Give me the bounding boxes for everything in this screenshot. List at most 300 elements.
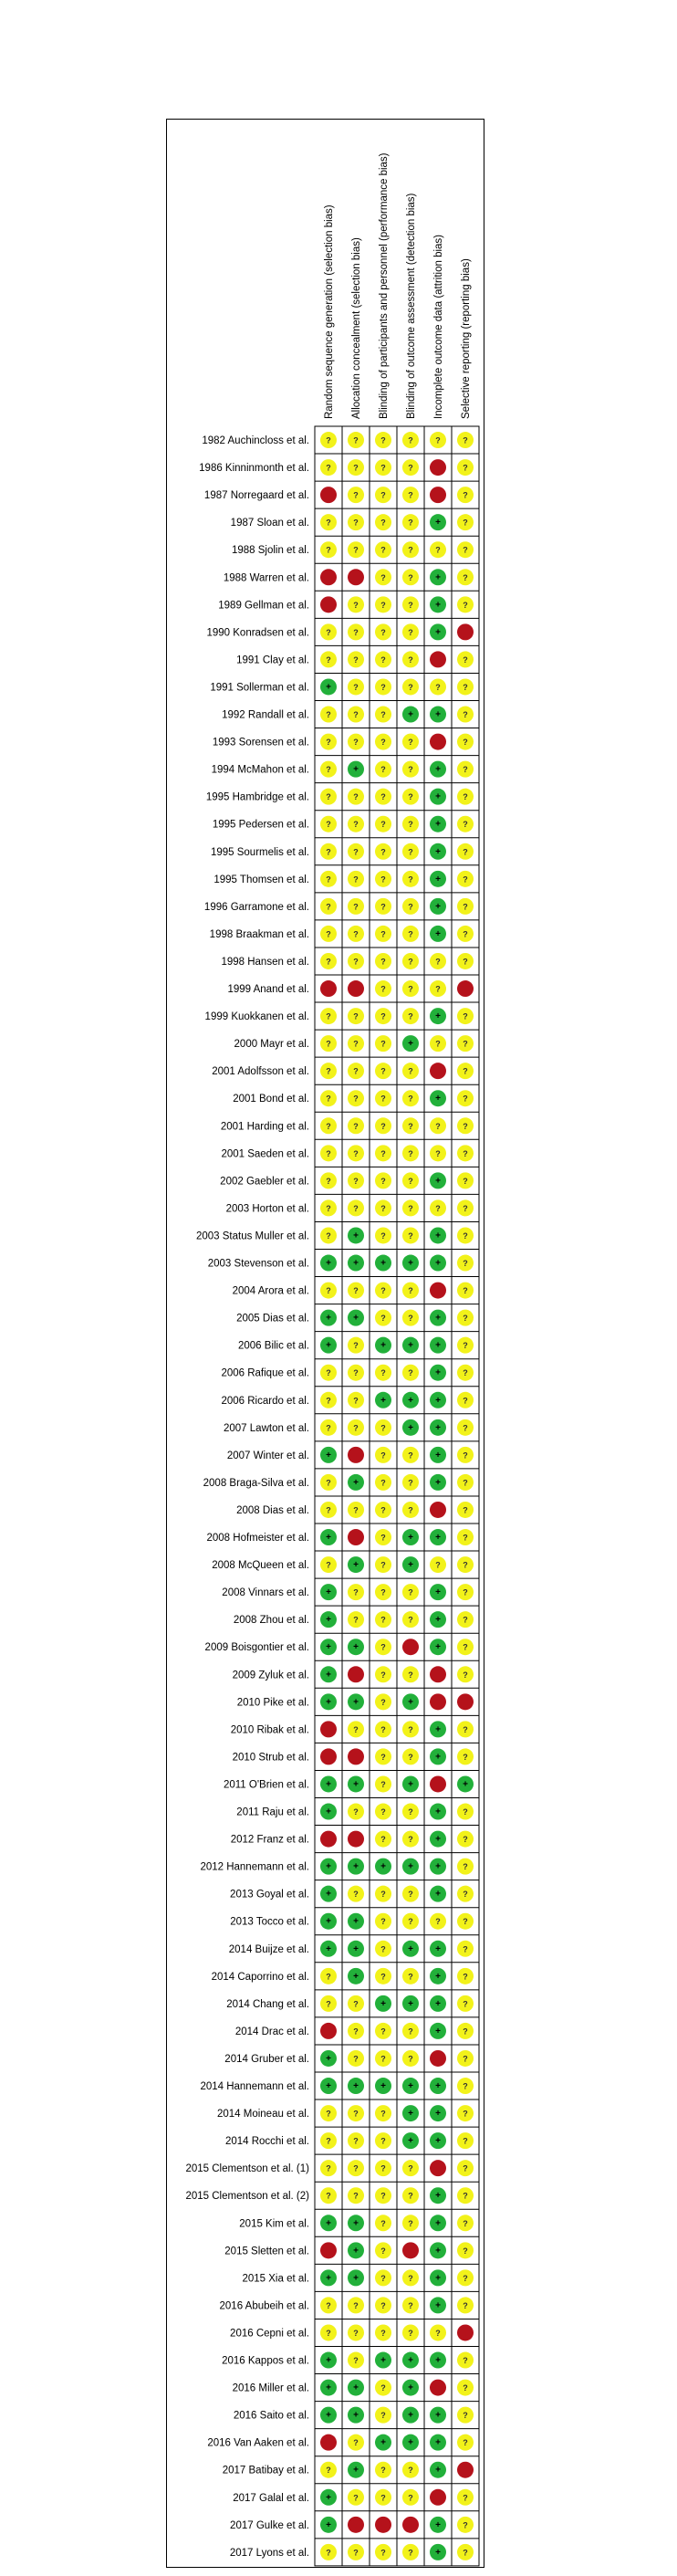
rating-symbol: ?	[435, 545, 441, 555]
rating-symbol: ?	[463, 2191, 468, 2201]
rating-symbol: ?	[408, 847, 413, 857]
rating-symbol: +	[435, 1834, 441, 1845]
rating-symbol: ?	[353, 820, 359, 830]
study-label: 2014 Buijze et al.	[228, 1943, 309, 1955]
rating-symbol: +	[408, 1560, 413, 1571]
rating-symbol: ?	[463, 1203, 468, 1213]
study-label: 1986 Kinninmonth et al.	[199, 463, 309, 475]
rating-symbol: ?	[353, 600, 359, 610]
rating-marker	[320, 1831, 337, 1848]
rating-symbol: ?	[380, 1697, 386, 1707]
rating-symbol: ?	[435, 1039, 441, 1049]
rating-symbol: ?	[380, 600, 386, 610]
rating-symbol: ?	[408, 1094, 413, 1104]
rating-symbol: ?	[408, 682, 413, 692]
rating-symbol: ?	[380, 2300, 386, 2310]
rating-symbol: ?	[463, 1670, 468, 1680]
rating-marker	[320, 596, 337, 613]
rating-symbol: +	[408, 1943, 413, 1954]
study-label: 2013 Tocco et al.	[230, 1916, 309, 1928]
rating-symbol: ?	[326, 1478, 331, 1488]
rating-marker	[430, 1693, 446, 1710]
rating-symbol: ?	[463, 1505, 468, 1515]
rating-symbol: ?	[326, 1423, 331, 1433]
rating-symbol: ?	[435, 984, 441, 994]
rating-symbol: ?	[408, 2493, 413, 2503]
rating-symbol: +	[435, 1011, 441, 1022]
rating-marker	[457, 2324, 474, 2340]
rating-symbol: ?	[463, 518, 468, 528]
rating-symbol: +	[380, 1998, 386, 2009]
rating-symbol: ?	[463, 1230, 468, 1241]
rating-symbol: ?	[353, 1176, 359, 1186]
rating-symbol: +	[435, 1587, 441, 1598]
rating-symbol: ?	[380, 1230, 386, 1241]
rating-symbol: ?	[326, 957, 331, 967]
rating-symbol: ?	[380, 1148, 386, 1158]
rating-symbol: +	[435, 928, 441, 939]
rating-symbol: ?	[463, 2163, 468, 2173]
rating-symbol: +	[353, 2081, 359, 2092]
study-label: 1995 Hambridge et al.	[205, 791, 309, 803]
rating-symbol: ?	[463, 1286, 468, 1296]
rating-symbol: ?	[380, 2493, 386, 2503]
rating-symbol: +	[408, 1998, 413, 2009]
rating-symbol: +	[326, 2382, 331, 2393]
rating-symbol: ?	[408, 1176, 413, 1186]
rating-symbol: ?	[463, 1423, 468, 1433]
rating-symbol: +	[435, 764, 441, 775]
rating-symbol: ?	[326, 2466, 331, 2476]
rating-symbol: +	[326, 2492, 331, 2503]
rating-symbol: ?	[353, 710, 359, 720]
rating-symbol: ?	[463, 929, 468, 939]
rating-symbol: +	[435, 627, 441, 638]
study-label: 2008 McQueen et al.	[212, 1560, 309, 1572]
rating-symbol: +	[326, 2218, 331, 2229]
rating-symbol: ?	[463, 738, 468, 748]
rating-symbol: +	[435, 2136, 441, 2147]
rating-symbol: ?	[326, 1121, 331, 1131]
column-header: Blinding of outcome assessment (detection bias)	[406, 193, 417, 419]
rating-symbol: ?	[463, 1807, 468, 1817]
rating-symbol: +	[435, 1340, 441, 1351]
rating-marker	[430, 1775, 446, 1792]
rating-symbol: +	[435, 1367, 441, 1378]
rating-symbol: +	[408, 1861, 413, 1872]
rating-symbol: ?	[326, 654, 331, 665]
rating-symbol: ?	[463, 1560, 468, 1570]
rating-marker	[348, 1666, 364, 1682]
study-label: 2001 Bond et al.	[233, 1094, 309, 1105]
study-label: 2008 Braga-Silva et al.	[203, 1477, 309, 1489]
rating-symbol: ?	[353, 1066, 359, 1076]
rating-marker	[402, 2242, 419, 2258]
rating-symbol: ?	[380, 765, 386, 775]
study-label: 2009 Boisgontier et al.	[204, 1642, 309, 1654]
rating-symbol: ?	[380, 2191, 386, 2201]
rating-symbol: ?	[326, 1203, 331, 1213]
study-label: 2014 Hannemann et al.	[200, 2081, 309, 2093]
study-label: 1991 Clay et al.	[236, 654, 309, 666]
rating-symbol: ?	[380, 518, 386, 528]
rating-symbol: ?	[353, 2300, 359, 2310]
study-label: 2014 Drac et al.	[234, 2026, 309, 2037]
study-label: 1988 Sjolin et al.	[231, 545, 309, 557]
rating-symbol: ?	[463, 957, 468, 967]
rating-symbol: +	[435, 1450, 441, 1461]
rating-symbol: ?	[353, 545, 359, 555]
rating-symbol: ?	[408, 820, 413, 830]
rating-symbol: ?	[326, 738, 331, 748]
rating-symbol: ?	[380, 1176, 386, 1186]
rating-symbol: ?	[463, 2273, 468, 2283]
rating-symbol: ?	[326, 435, 331, 445]
rating-marker	[320, 1748, 337, 1764]
rating-symbol: ?	[463, 2218, 468, 2228]
rating-symbol: +	[435, 1998, 441, 2009]
rating-marker	[402, 2517, 419, 2533]
rating-symbol: +	[380, 1258, 386, 1269]
rating-symbol: ?	[380, 1203, 386, 1213]
rating-symbol: +	[435, 2191, 441, 2202]
rating-symbol: ?	[435, 1203, 441, 1213]
rating-symbol: +	[353, 1477, 359, 1488]
study-label: 2005 Dias et al.	[236, 1313, 309, 1325]
rating-symbol: ?	[408, 2054, 413, 2064]
rating-symbol: ?	[380, 2136, 386, 2146]
rating-symbol: ?	[353, 1423, 359, 1433]
rating-symbol: ?	[435, 1121, 441, 1131]
rating-symbol: +	[353, 1861, 359, 1872]
rating-symbol: ?	[463, 1039, 468, 1049]
rating-symbol: +	[353, 1943, 359, 1954]
rating-symbol: ?	[353, 490, 359, 500]
rating-symbol: ?	[380, 572, 386, 582]
rating-symbol: ?	[380, 1835, 386, 1845]
rating-symbol: +	[408, 709, 413, 720]
study-label: 2008 Hofmeister et al.	[206, 1533, 309, 1545]
rating-symbol: +	[435, 1477, 441, 1488]
rating-symbol: +	[326, 1889, 331, 1900]
rating-symbol: +	[326, 1587, 331, 1598]
rating-symbol: ?	[463, 2246, 468, 2256]
rating-symbol: +	[353, 764, 359, 775]
study-label: 1993 Sorensen et al.	[212, 737, 309, 749]
rating-marker	[348, 1529, 364, 1545]
rating-symbol: ?	[408, 1752, 413, 1762]
rating-symbol: ?	[380, 1890, 386, 1900]
rating-symbol: ?	[408, 1890, 413, 1900]
rating-symbol: ?	[326, 820, 331, 830]
rating-symbol: ?	[435, 682, 441, 692]
rating-symbol: +	[435, 1943, 441, 1954]
rating-symbol: ?	[326, 627, 331, 637]
rating-symbol: ?	[380, 463, 386, 473]
rating-symbol: +	[435, 2465, 441, 2476]
rating-symbol: ?	[408, 2466, 413, 2476]
rating-symbol: ?	[463, 1314, 468, 1324]
rating-symbol: ?	[463, 1148, 468, 1158]
rating-symbol: +	[408, 1422, 413, 1433]
rating-symbol: +	[326, 1533, 331, 1544]
rating-symbol: ?	[463, 820, 468, 830]
study-label: 2011 O'Brien et al.	[223, 1779, 309, 1791]
rating-symbol: ?	[408, 2548, 413, 2558]
rating-symbol: ?	[408, 984, 413, 994]
rating-symbol: +	[353, 1916, 359, 1927]
rating-symbol: +	[326, 682, 331, 693]
rating-symbol: ?	[380, 1121, 386, 1131]
rating-symbol: +	[435, 2081, 441, 2092]
rating-symbol: ?	[326, 1176, 331, 1186]
rating-symbol: ?	[353, 435, 359, 445]
rating-symbol: ?	[408, 957, 413, 967]
study-label: 1992 Randall et al.	[222, 709, 309, 721]
rating-symbol: +	[353, 1313, 359, 1324]
rating-symbol: ?	[408, 1203, 413, 1213]
rating-symbol: +	[326, 2410, 331, 2421]
rating-symbol: +	[326, 2053, 331, 2064]
rating-symbol: ?	[408, 518, 413, 528]
rating-symbol: ?	[463, 2356, 468, 2366]
rating-symbol: ?	[380, 1368, 386, 1378]
rating-symbol: +	[435, 1724, 441, 1735]
rating-symbol: ?	[408, 600, 413, 610]
rating-symbol: ?	[380, 1286, 386, 1296]
rating-symbol: ?	[463, 2548, 468, 2558]
rating-symbol: ?	[326, 929, 331, 939]
rating-symbol: ?	[408, 1450, 413, 1461]
rating-symbol: ?	[463, 600, 468, 610]
rating-symbol: +	[435, 1642, 441, 1653]
rating-symbol: ?	[463, 1724, 468, 1734]
study-label: 2014 Rocchi et al.	[224, 2136, 309, 2148]
rating-symbol: ?	[463, 1478, 468, 1488]
rating-symbol: ?	[353, 463, 359, 473]
study-label: 2014 Chang et al.	[226, 1998, 309, 2010]
rating-marker	[430, 2489, 446, 2506]
rating-symbol: ?	[380, 2026, 386, 2037]
rating-symbol: ?	[380, 1314, 386, 1324]
rating-symbol: ?	[353, 1615, 359, 1625]
rating-symbol: ?	[380, 1587, 386, 1597]
rating-marker	[430, 2160, 446, 2176]
rating-symbol: ?	[326, 1066, 331, 1076]
rating-symbol: +	[326, 1861, 331, 1872]
rating-symbol: ?	[353, 2191, 359, 2201]
rating-symbol: +	[326, 1916, 331, 1927]
rating-symbol: ?	[353, 957, 359, 967]
rating-symbol: +	[353, 2246, 359, 2257]
study-label: 1995 Sourmelis et al.	[210, 846, 309, 858]
rating-symbol: +	[435, 2026, 441, 2037]
rating-marker	[457, 2462, 474, 2478]
study-label: 1982 Auchincloss et al.	[202, 435, 309, 447]
rating-marker	[348, 569, 364, 585]
rating-symbol: ?	[463, 572, 468, 582]
rating-symbol: ?	[380, 1423, 386, 1433]
column-header: Selective reporting (reporting bias)	[461, 258, 472, 419]
rating-symbol: ?	[380, 2411, 386, 2421]
rating-symbol: ?	[463, 2081, 468, 2091]
rating-symbol: ?	[463, 1094, 468, 1104]
study-label: 2015 Clementson et al. (2)	[185, 2191, 309, 2203]
rating-symbol: ?	[463, 2383, 468, 2393]
study-label: 1996 Garramone et al.	[203, 901, 309, 913]
rating-symbol: ?	[380, 1533, 386, 1543]
rating-symbol: ?	[408, 2300, 413, 2310]
rating-symbol: ?	[326, 2300, 331, 2310]
rating-symbol: ?	[380, 2163, 386, 2173]
study-label: 2006 Rafique et al.	[221, 1367, 309, 1379]
rating-symbol: +	[435, 2300, 441, 2311]
rating-symbol: +	[435, 2355, 441, 2366]
rating-symbol: ?	[463, 2109, 468, 2119]
rating-symbol: +	[408, 2355, 413, 2366]
rating-symbol: +	[326, 2355, 331, 2366]
rating-symbol: ?	[408, 1724, 413, 1734]
rating-symbol: +	[435, 2437, 441, 2448]
rating-symbol: ?	[463, 1121, 468, 1131]
rating-symbol: +	[326, 1450, 331, 1461]
rating-symbol: +	[408, 2410, 413, 2421]
rating-symbol: ?	[380, 1724, 386, 1734]
rating-symbol: +	[408, 2081, 413, 2092]
rating-symbol: +	[353, 2218, 359, 2229]
rating-symbol: ?	[380, 1011, 386, 1021]
study-label: 2010 Ribak et al.	[230, 1724, 309, 1736]
column-header: Incomplete outcome data (attrition bias)	[433, 235, 444, 419]
rating-marker	[430, 487, 446, 503]
rating-symbol: ?	[380, 820, 386, 830]
rating-symbol: ?	[408, 1587, 413, 1597]
rating-symbol: ?	[326, 1999, 331, 2009]
rating-symbol: ?	[408, 1066, 413, 1076]
rating-symbol: +	[435, 2218, 441, 2229]
rating-symbol: ?	[408, 1368, 413, 1378]
rating-symbol: ?	[380, 435, 386, 445]
rating-symbol: +	[435, 1313, 441, 1324]
rating-symbol: ?	[408, 1972, 413, 1982]
rating-symbol: ?	[326, 710, 331, 720]
study-label: 1994 McMahon et al.	[211, 764, 309, 776]
rating-marker	[320, 1721, 337, 1737]
rating-symbol: ?	[408, 792, 413, 802]
rating-symbol: ?	[353, 2054, 359, 2064]
rating-symbol: ?	[353, 2136, 359, 2146]
rating-symbol: ?	[353, 2493, 359, 2503]
rating-symbol: +	[326, 1615, 331, 1626]
rating-symbol: ?	[463, 1752, 468, 1762]
rating-symbol: ?	[380, 1917, 386, 1927]
rating-marker	[348, 1748, 364, 1764]
rating-symbol: +	[380, 2355, 386, 2366]
rating-symbol: ?	[326, 874, 331, 885]
rating-symbol: ?	[435, 435, 441, 445]
study-label: 2014 Moineau et al.	[216, 2109, 309, 2120]
rating-symbol: ?	[408, 1807, 413, 1817]
rating-symbol: ?	[353, 1011, 359, 1021]
study-label: 2017 Lyons et al.	[229, 2547, 309, 2559]
rating-symbol: +	[380, 2081, 386, 2092]
rating-symbol: ?	[408, 463, 413, 473]
rating-symbol: ?	[380, 792, 386, 802]
rating-symbol: +	[435, 600, 441, 611]
rating-symbol: ?	[380, 1560, 386, 1570]
rating-symbol: ?	[463, 1396, 468, 1406]
study-label: 2017 Batibay et al.	[222, 2465, 309, 2477]
rating-symbol: ?	[463, 435, 468, 445]
study-label: 2012 Hannemann et al.	[200, 1861, 309, 1873]
rating-symbol: +	[408, 1697, 413, 1708]
rating-marker	[402, 1639, 419, 1655]
rating-symbol: ?	[408, 572, 413, 582]
rating-symbol: +	[326, 2081, 331, 2092]
rating-symbol: +	[435, 1258, 441, 1269]
rating-symbol: +	[353, 2273, 359, 2284]
rating-symbol: +	[408, 1395, 413, 1406]
rating-marker	[348, 1447, 364, 1463]
rating-symbol: ?	[353, 1807, 359, 1817]
rating-symbol: +	[435, 2273, 441, 2284]
rating-symbol: ?	[353, 518, 359, 528]
study-label: 1987 Norregaard et al.	[203, 490, 309, 502]
rating-marker	[320, 2242, 337, 2258]
rating-symbol: +	[353, 1697, 359, 1708]
rating-symbol: ?	[408, 738, 413, 748]
rating-symbol: +	[435, 819, 441, 830]
study-label: 1998 Braakman et al.	[209, 928, 309, 940]
rating-symbol: ?	[326, 2191, 331, 2201]
rating-symbol: ?	[380, 1752, 386, 1762]
rating-marker	[348, 1831, 364, 1848]
rating-marker	[430, 651, 446, 667]
rating-symbol: +	[435, 1230, 441, 1241]
study-label: 1991 Sollerman et al.	[210, 682, 309, 694]
study-label: 1995 Pedersen et al.	[212, 819, 309, 831]
rating-symbol: +	[408, 2382, 413, 2393]
rating-symbol: ?	[408, 1615, 413, 1625]
rating-symbol: ?	[380, 710, 386, 720]
rating-symbol: ?	[408, 545, 413, 555]
rating-symbol: ?	[380, 738, 386, 748]
study-label: 1995 Thomsen et al.	[214, 874, 309, 885]
rating-marker	[348, 2517, 364, 2533]
rating-marker	[320, 980, 337, 997]
rating-symbol: ?	[463, 1862, 468, 1872]
rating-symbol: ?	[353, 1039, 359, 1049]
rating-symbol: ?	[408, 435, 413, 445]
study-label: 2013 Goyal et al.	[230, 1889, 309, 1901]
rating-symbol: ?	[353, 654, 359, 665]
rating-symbol: ?	[380, 957, 386, 967]
rating-symbol: +	[326, 1779, 331, 1790]
rating-symbol: +	[435, 1806, 441, 1817]
rating-symbol: +	[353, 1258, 359, 1269]
rating-symbol: ?	[408, 1148, 413, 1158]
study-label: 1999 Anand et al.	[227, 984, 309, 996]
rating-symbol: ?	[326, 1368, 331, 1378]
rating-symbol: ?	[408, 2328, 413, 2338]
rating-symbol: ?	[353, 2438, 359, 2448]
rating-symbol: ?	[463, 792, 468, 802]
rating-symbol: ?	[380, 1615, 386, 1625]
rating-symbol: +	[326, 1642, 331, 1653]
rating-symbol: +	[408, 2109, 413, 2120]
rating-symbol: ?	[353, 682, 359, 692]
rating-symbol: ?	[408, 1478, 413, 1488]
